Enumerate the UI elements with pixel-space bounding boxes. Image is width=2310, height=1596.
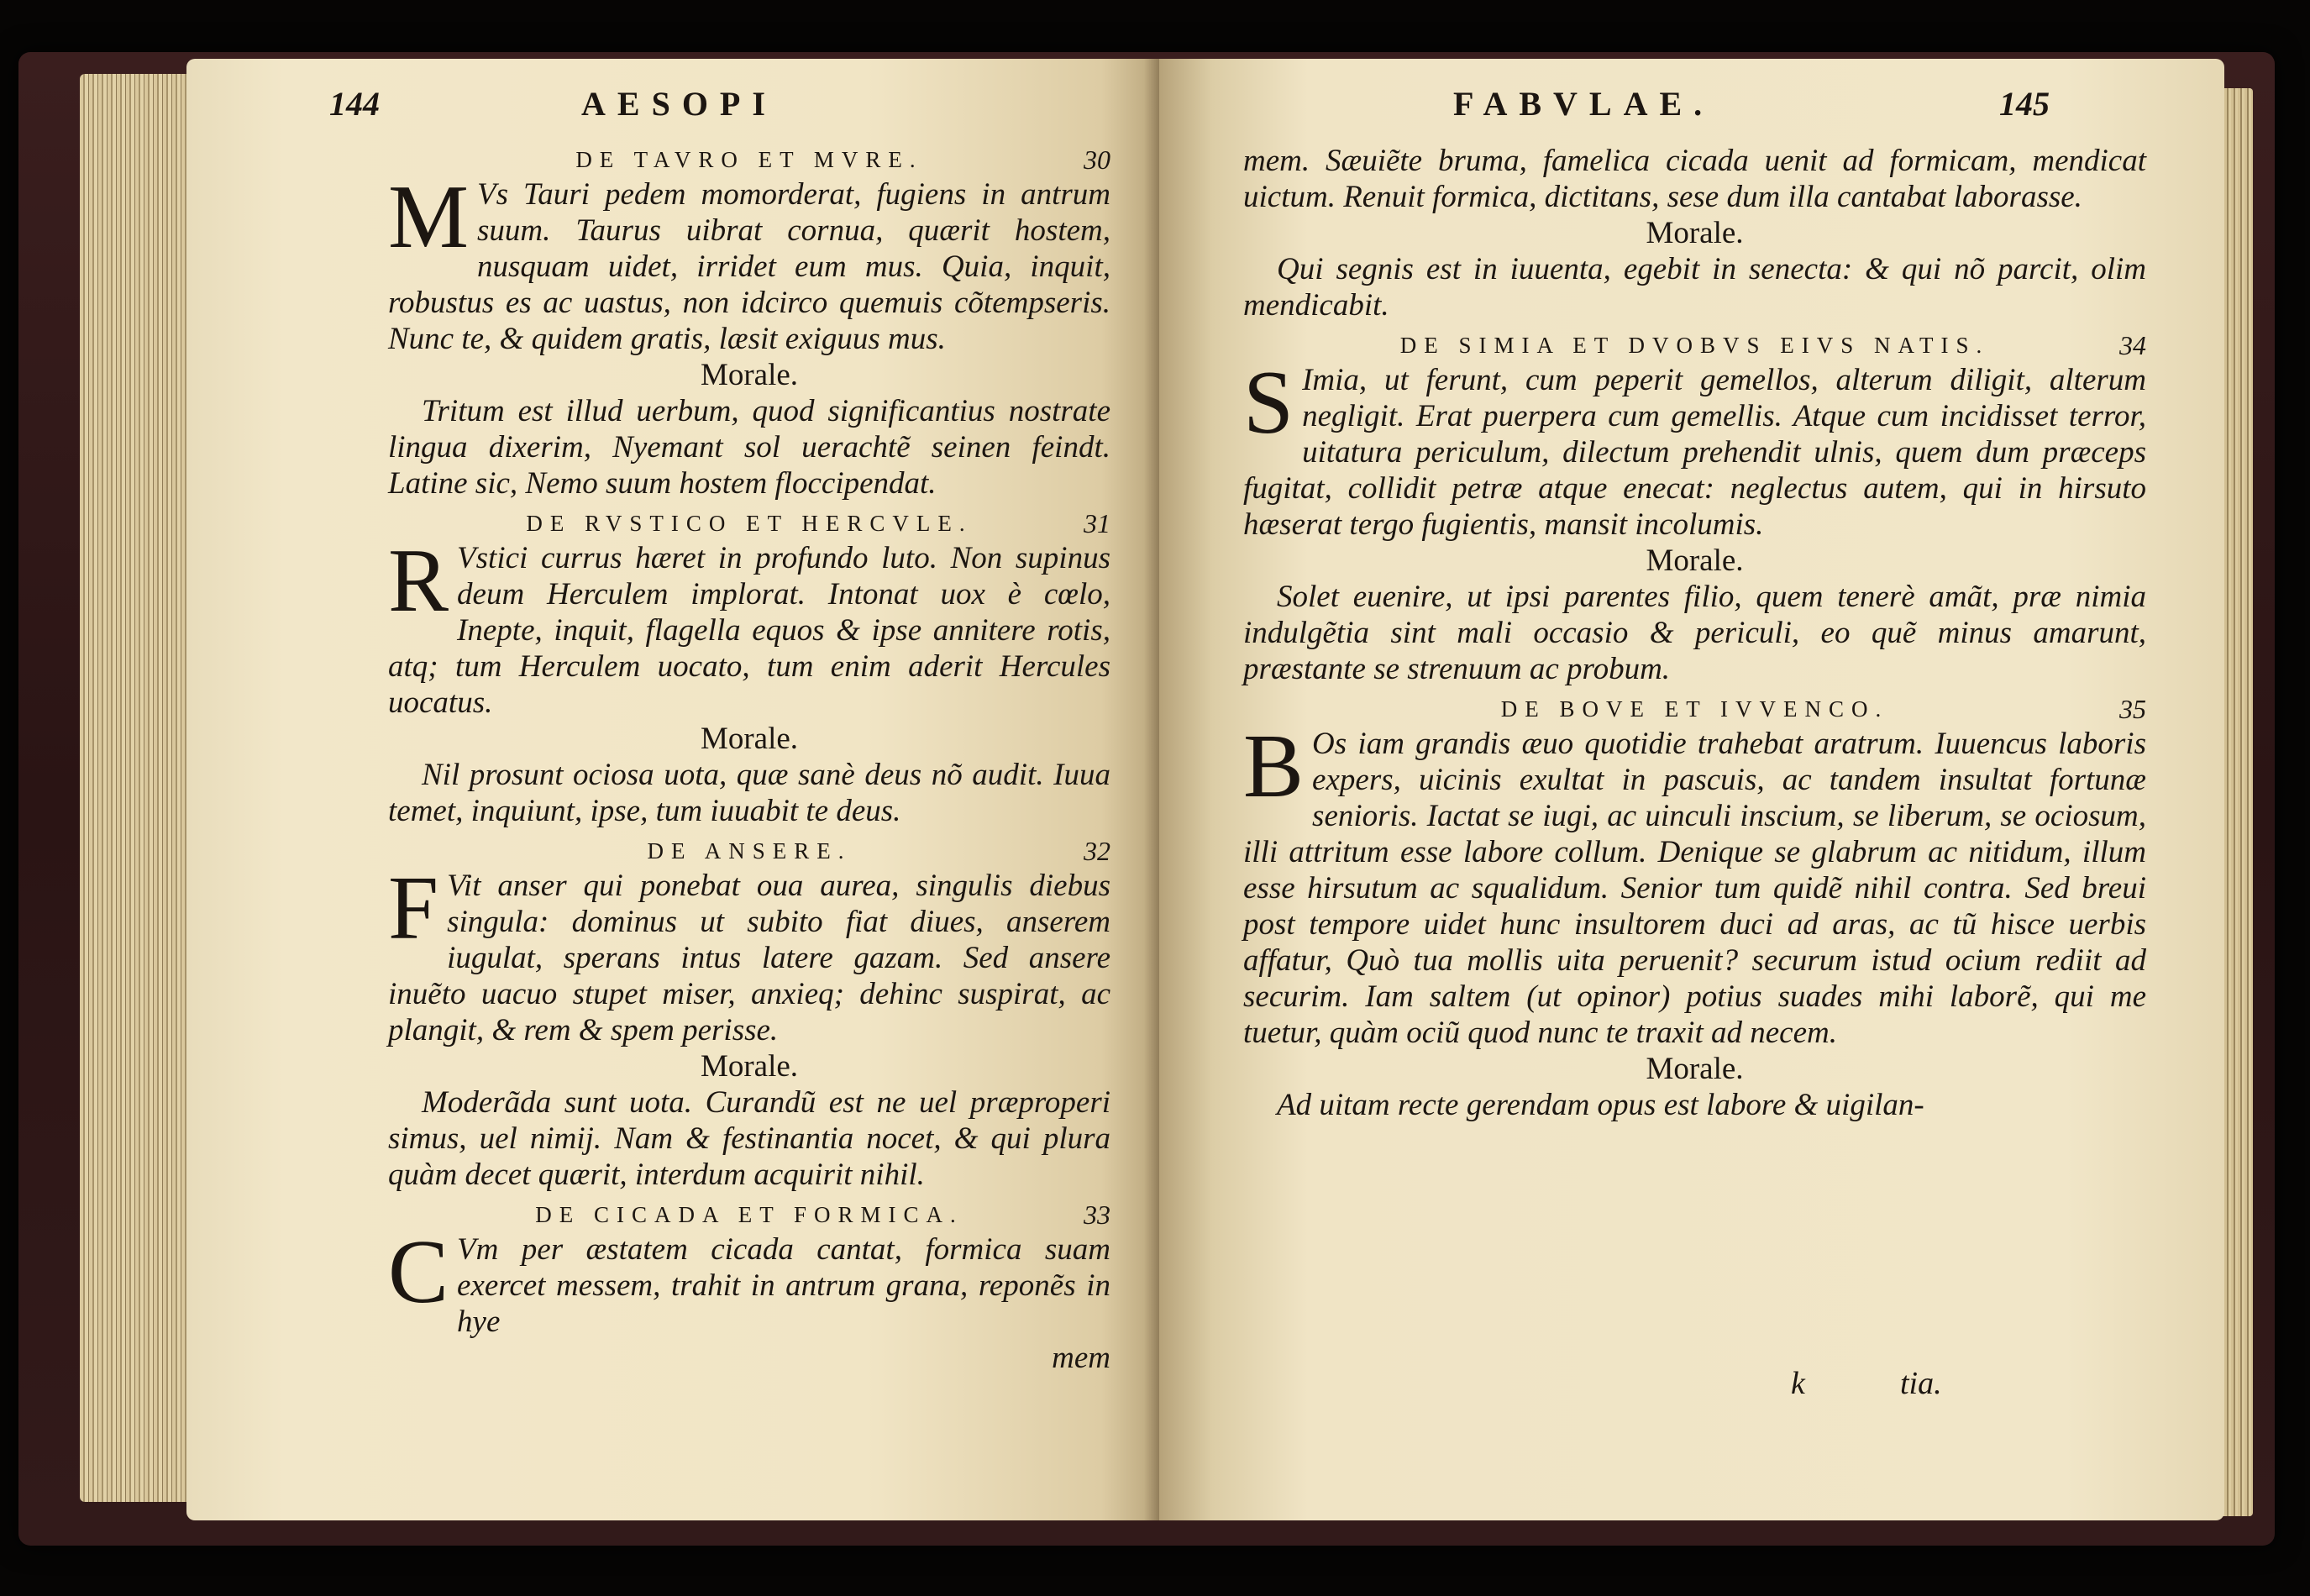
moral-text: Tritum est illud uerbum, quod significantius nostrate lingua dixerim, Nyemant sol uerachtẽ seinen feindt. Latine sic, Nemo suum hostem floccipendat. <box>388 394 1110 501</box>
fable-title <box>388 143 1110 176</box>
continuation-text: mem. Sæuiẽte bruma, famelica cicada uenit ad formicam, mendicat uictum. Renuit formica, dictitans, sese dum illa cantabat laborasse. <box>1243 144 2146 214</box>
fable-number: 32 <box>1084 836 1110 866</box>
left-text-block <box>388 143 1110 1376</box>
running-title: AESOPI <box>581 85 777 123</box>
fable-34 <box>1243 328 2146 687</box>
fable-title-text: DE ANSERE. <box>647 838 852 864</box>
fable-35 <box>1243 692 2146 1123</box>
signature-mark: k <box>1791 1366 1805 1401</box>
fable-text: Vs Tauri pedem momorderat, fugiens in antrum suum. Taurus uibrat cornua, quærit hostem, nusquam uidet, irridet eum mus. Quia, inquit, robustus es ac uastus, non idcirco quemuis cõtempseris. Nunc te, & quidem gratis, læsit exiguus mus. <box>388 177 1110 356</box>
fable-title <box>388 1198 1110 1231</box>
fable-text: Imia, ut ferunt, cum peperit gemellos, alterum diligit, alterum negligit. Erat puerpera cum gemellis. Atque cum incidisset terror, uitatura periculum, dilectum prehendit ulnis, quem dum præceps fugitat, collidit petræ atque enecat: neglectus autem, qui in hirsuto hæserat tergo fugientis, mansit incolumis. <box>1243 363 2146 542</box>
drop-cap: M <box>388 167 470 267</box>
fable-number: 33 <box>1084 1200 1110 1230</box>
morale-label: Morale. <box>1646 216 1744 250</box>
morale-label: Morale. <box>1646 543 1744 578</box>
fable-31 <box>388 507 1110 829</box>
fable-text: Os iam grandis æuo quotidie trahebat aratrum. Iuuencus laboris expers, uicinis exultat in pascuis, ac tandem insultat fortunæ senioris. Iactat se iugi, ac uinculi inscium, se liberum, se ociosum, illi attritum esse labore collum. Denique se glabrum ac nitidum, illum esse hirsutum ac squalidum. Senior tum quidẽ nihil contra. Sed breui post tempore uidet hunc insultorem duci ad aras, ac tũ hisce uerbis affatur, Quò tua mollis uita peruenit? securum istud ocium rediit ad securim. Iam saltem (ut opinor) potius suades mihi laborẽ, qui me tuetur, quàm ociũ quod nunc te traxit ad necem. <box>1243 727 2146 1050</box>
morale-label: Morale. <box>700 722 799 756</box>
drop-cap: S <box>1243 353 1294 453</box>
fable-title-text: DE CICADA ET FORMICA. <box>535 1202 963 1227</box>
fable-30 <box>388 143 1110 501</box>
morale-label: Morale. <box>700 358 799 392</box>
morale-label: Morale. <box>1646 1052 1744 1086</box>
fable-title-text: DE RVSTICO ET HERCVLE. <box>526 511 973 536</box>
drop-cap: R <box>388 531 449 631</box>
fable-title <box>388 507 1110 540</box>
left-page <box>186 59 1159 1520</box>
moral-text: Moderãda sunt uota. Curandũ est ne uel præproperi simus, uel nimij. Nam & festinantia nocet, & qui plura quàm decet quærit, interdum acquirit nihil. <box>388 1085 1110 1192</box>
fable-number: 35 <box>2119 694 2146 724</box>
catchword: tia. <box>1900 1366 1942 1401</box>
right-text-block <box>1243 143 2146 1123</box>
fable-text: Vstici currus hæret in profundo luto. Non supinus deum Herculem implorat. Intonat uox è cœlo, Inepte, inquit, flagella equos & ipse annitere rotis, atq; tum Herculem uocato, tum enim aderit Hercules uocatus. <box>388 541 1110 720</box>
fable-title-text: DE TAVRO ET MVRE. <box>575 147 923 172</box>
moral-text: Qui segnis est in iuuenta, egebit in senecta: & qui nõ parcit, olim mendicabit. <box>1243 252 2146 323</box>
drop-cap: C <box>388 1222 449 1322</box>
drop-cap: F <box>388 858 439 958</box>
fable-title-text: DE BOVE ET IVVENCO. <box>1500 696 1889 722</box>
fable-title <box>1243 692 2146 726</box>
fable-title <box>1243 328 2146 362</box>
fable-number: 34 <box>2119 330 2146 360</box>
moral-text: Ad uitam recte gerendam opus est labore & uigilan- <box>1277 1088 1924 1122</box>
fable-number: 30 <box>1084 144 1110 175</box>
moral-text: Solet euenire, ut ipsi parentes filio, quem tenerè amãt, præ nimia indulgẽtia sint mali occasio & periculi, eo quẽ minus amarunt, præstante se strenuum ac probum. <box>1243 580 2146 686</box>
fable-32 <box>388 834 1110 1193</box>
fable-text: Vit anser qui ponebat oua aurea, singulis diebus singula: dominus ut subito fiat diues, anserem iugulat, sperans intus latere gazam. Sed ansere inuẽto uacuo stupet miser, anxieq; dehinc suspirat, ac plangit, & rem & spem perisse. <box>388 869 1110 1047</box>
morale-label: Morale. <box>700 1049 799 1084</box>
right-running-head <box>1159 84 2224 134</box>
fable-text: Vm per æstatem cicada cantat, formica suam exercet messem, trahit in antrum grana, reponẽs in hye <box>457 1232 1110 1339</box>
catchword: mem <box>1052 1341 1110 1375</box>
fable-title <box>388 834 1110 868</box>
page-number: 144 <box>329 85 380 123</box>
left-running-head <box>186 84 1159 134</box>
right-page <box>1159 59 2224 1520</box>
moral-text: Nil prosunt ociosa uota, quæ sanè deus nõ audit. Iuua temet, inquiunt, ipse, tum iuuabit te deus. <box>388 758 1110 828</box>
fable-title-text: DE SIMIA ET DVOBVS EIVS NATIS. <box>1399 333 1990 358</box>
fable-number: 31 <box>1084 508 1110 538</box>
drop-cap: B <box>1243 717 1305 816</box>
fable-33 <box>388 1198 1110 1340</box>
page-number: 145 <box>1999 85 2050 123</box>
running-title: FABVLAE. <box>1453 85 1714 123</box>
